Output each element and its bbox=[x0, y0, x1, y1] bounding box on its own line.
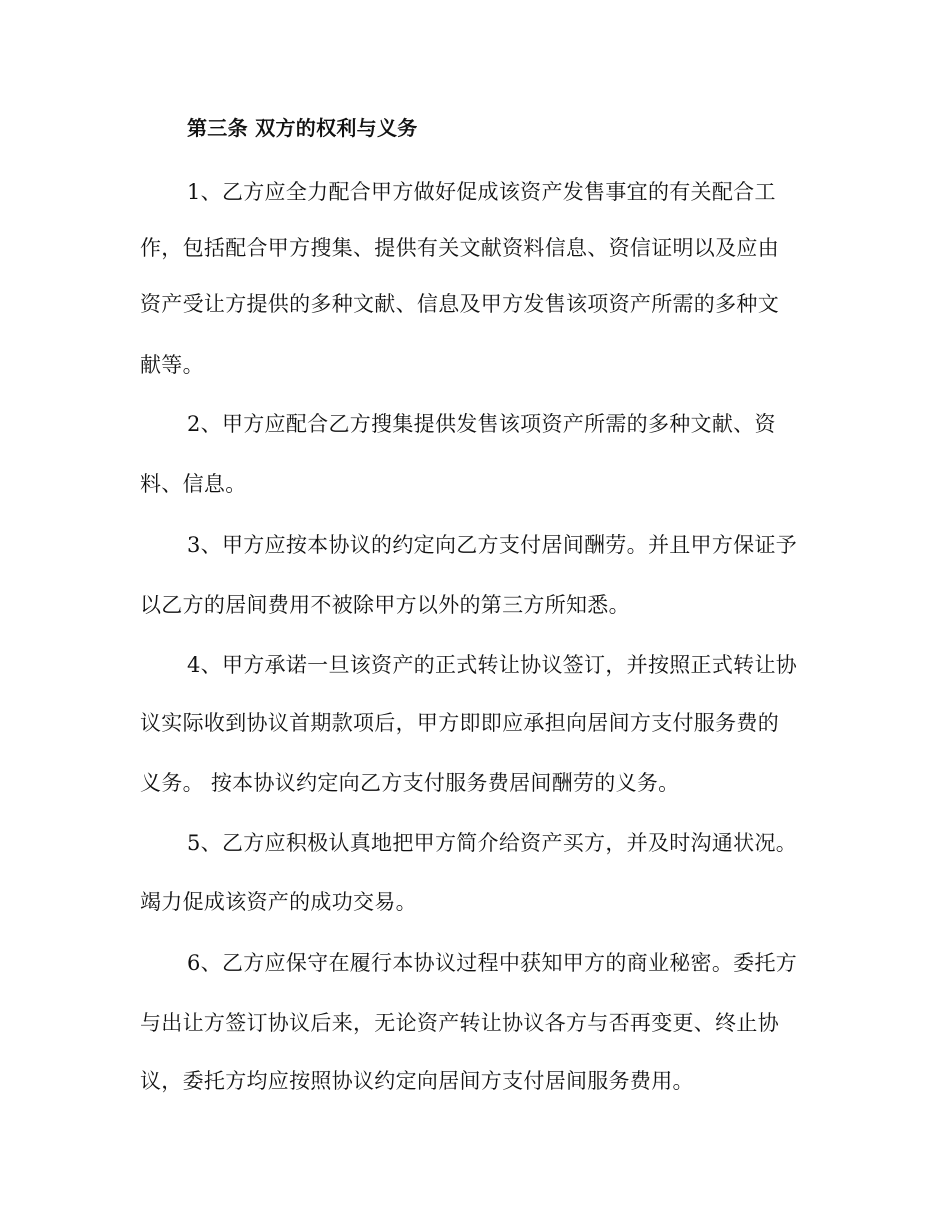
paragraph-4-line-3: 义务。 按本协议约定向乙方支付服务费居间酬劳的义务。 bbox=[140, 771, 680, 795]
paragraph-6-line-2: 与出让方签订协议后来，无论资产转让协议各方与否再变更、终止协 bbox=[140, 1011, 779, 1035]
paragraph-1-line-1: 1、乙方应全力配合甲方做好促成该资产发售事宜的有关配合工 bbox=[187, 180, 776, 204]
paragraph-2-line-1: 2、甲方应配合乙方搜集提供发售该项资产所需的多种文献、资 bbox=[187, 412, 776, 436]
paragraph-1-line-4: 献等。 bbox=[140, 353, 204, 377]
paragraph-3-line-2: 以乙方的居间费用不被除甲方以外的第三方所知悉。 bbox=[140, 593, 630, 617]
paragraph-2-line-2: 料、信息。 bbox=[140, 472, 247, 496]
paragraph-4-line-1: 4、甲方承诺一旦该资产的正式转让协议签订，并按照正式转让协 bbox=[187, 653, 798, 677]
paragraph-3-line-1: 3、甲方应按本协议的约定向乙方支付居间酬劳。并且甲方保证予 bbox=[187, 533, 798, 557]
paragraph-1-line-3: 资产受让方提供的多种文献、信息及甲方发售该项资产所需的多种文 bbox=[140, 292, 779, 316]
paragraph-5-line-1: 5、乙方应积极认真地把甲方简介给资产买方，并及时沟通状况。 bbox=[187, 831, 798, 855]
paragraph-6-line-1: 6、乙方应保守在履行本协议过程中获知甲方的商业秘密。委托方 bbox=[187, 951, 798, 975]
paragraph-6-line-3: 议，委托方均应按照协议约定向居间方支付居间服务费用。 bbox=[140, 1069, 694, 1093]
paragraph-1-line-2: 作，包括配合甲方搜集、提供有关文献资料信息、资信证明以及应由 bbox=[140, 236, 779, 260]
paragraph-5-line-2: 竭力促成该资产的成功交易。 bbox=[140, 890, 417, 914]
article-heading: 第三条 双方的权利与义务 bbox=[187, 116, 418, 140]
paragraph-4-line-2: 议实际收到协议首期款项后，甲方即即应承担向居间方支付服务费的 bbox=[140, 711, 779, 735]
